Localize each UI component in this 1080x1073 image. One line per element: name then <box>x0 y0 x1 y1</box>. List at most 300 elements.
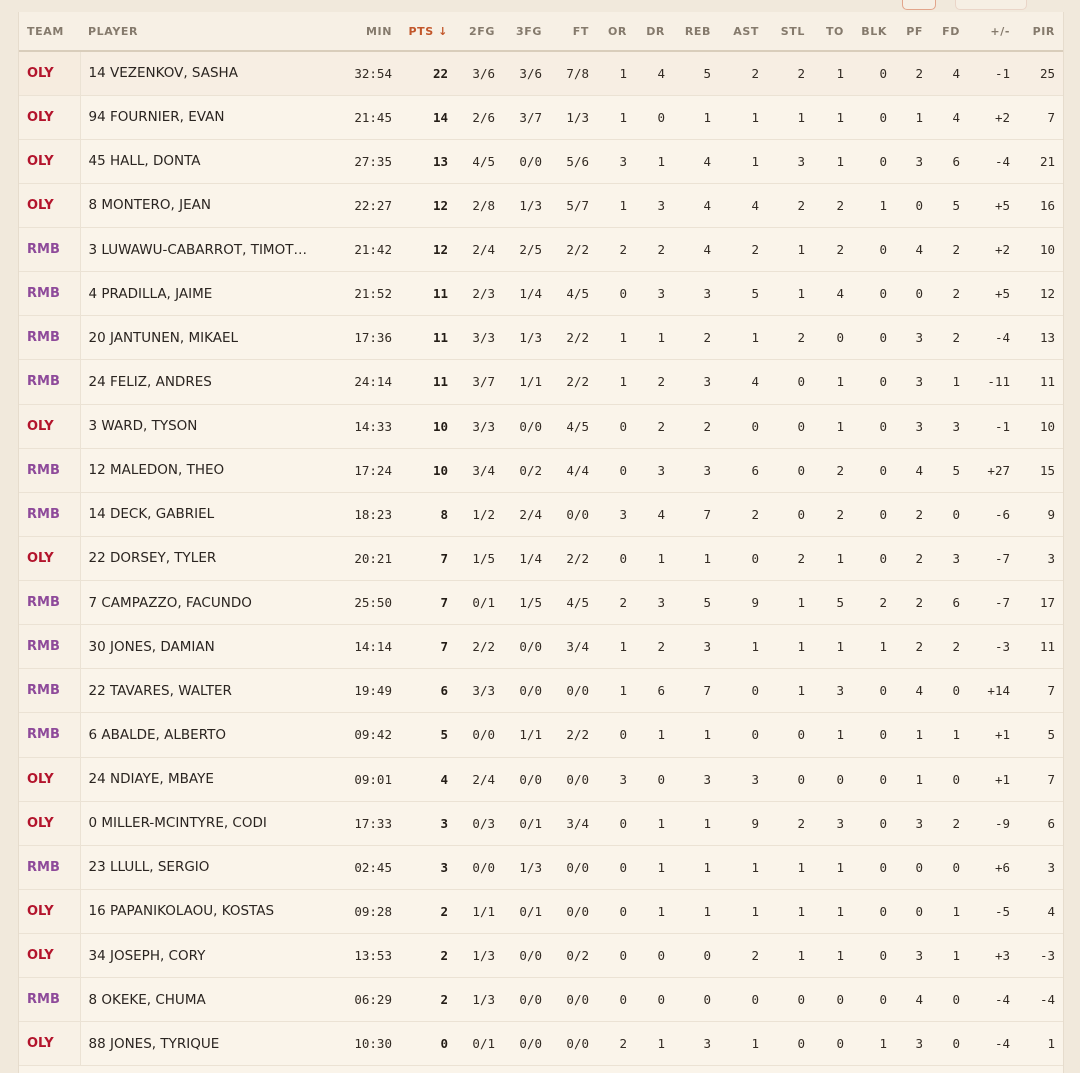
cell-fg3: 0/0 <box>503 1022 550 1066</box>
cell-team[interactable]: RMB <box>19 581 80 625</box>
cell-fd: 1 <box>931 934 968 978</box>
cell-pts: 2 <box>400 934 456 978</box>
cell-stl: 0 <box>767 360 813 404</box>
cell-dr: 2 <box>635 228 673 272</box>
cell-pf: 0 <box>895 183 931 227</box>
cell-dr: 3 <box>635 272 673 316</box>
cell-player[interactable]: 14 VEZENKOV, SASHA <box>80 51 326 95</box>
cell-or: 1 <box>597 183 635 227</box>
cell-blk: 0 <box>852 889 895 933</box>
cell-pir: -3 <box>1018 934 1063 978</box>
table-row[interactable] <box>19 934 1063 978</box>
cell-team[interactable]: OLY <box>19 536 80 580</box>
cell-player[interactable]: 0 MILLER-MCINTYRE, CODI <box>80 801 326 845</box>
table-row[interactable] <box>19 360 1063 404</box>
cell-team[interactable]: OLY <box>19 757 80 801</box>
cell-fg2: 3/3 <box>456 404 503 448</box>
column-header-min[interactable]: MIN <box>326 12 400 51</box>
table-row[interactable] <box>19 581 1063 625</box>
cell-reb: 4 <box>673 228 719 272</box>
cell-team[interactable]: RMB <box>19 669 80 713</box>
cell-pm: -11 <box>968 360 1018 404</box>
box-score-table <box>19 12 1063 1066</box>
cell-player[interactable]: 24 FELIZ, ANDRES <box>80 360 326 404</box>
cell-fd: 0 <box>931 1022 968 1066</box>
table-row[interactable] <box>19 845 1063 889</box>
cell-team[interactable]: RMB <box>19 272 80 316</box>
cell-reb: 4 <box>673 183 719 227</box>
column-header-team[interactable]: TEAM <box>19 12 80 51</box>
cell-to: 3 <box>813 669 852 713</box>
cell-player[interactable]: 23 LLULL, SERGIO <box>80 845 326 889</box>
cell-stl: 2 <box>767 183 813 227</box>
column-header-dr[interactable]: DR <box>635 12 673 51</box>
cell-to: 1 <box>813 889 852 933</box>
column-header-fg2[interactable]: 2FG <box>456 12 503 51</box>
cell-fg2: 0/1 <box>456 1022 503 1066</box>
cell-pf: 0 <box>895 272 931 316</box>
column-header-pm[interactable]: +/- <box>968 12 1018 51</box>
cell-player[interactable]: 8 MONTERO, JEAN <box>80 183 326 227</box>
cell-or: 3 <box>597 492 635 536</box>
cell-reb: 0 <box>673 934 719 978</box>
cell-pir: 17 <box>1018 581 1063 625</box>
cell-pir: 12 <box>1018 272 1063 316</box>
cell-dr: 1 <box>635 713 673 757</box>
cell-fd: 1 <box>931 889 968 933</box>
cell-stl: 3 <box>767 139 813 183</box>
cell-dr: 3 <box>635 183 673 227</box>
cell-blk: 0 <box>852 316 895 360</box>
cell-fd: 2 <box>931 272 968 316</box>
cell-pf: 4 <box>895 978 931 1022</box>
cell-stl: 1 <box>767 95 813 139</box>
table-row[interactable] <box>19 272 1063 316</box>
cell-blk: 0 <box>852 757 895 801</box>
cell-min: 22:27 <box>326 183 400 227</box>
cell-fd: 0 <box>931 845 968 889</box>
cell-fg2: 2/4 <box>456 757 503 801</box>
cell-pm: -4 <box>968 316 1018 360</box>
cell-pts: 3 <box>400 801 456 845</box>
cell-pf: 3 <box>895 139 931 183</box>
cell-reb: 7 <box>673 669 719 713</box>
cell-reb: 1 <box>673 713 719 757</box>
cell-fg3: 1/3 <box>503 183 550 227</box>
cell-reb: 3 <box>673 1022 719 1066</box>
cell-fd: 5 <box>931 183 968 227</box>
cell-ft: 0/0 <box>550 978 597 1022</box>
cell-fd: 4 <box>931 95 968 139</box>
cell-min: 13:53 <box>326 934 400 978</box>
cell-pts: 13 <box>400 139 456 183</box>
cell-ast: 1 <box>719 1022 767 1066</box>
cell-team[interactable]: OLY <box>19 139 80 183</box>
cell-stl: 0 <box>767 492 813 536</box>
cell-fd: 1 <box>931 360 968 404</box>
cell-pf: 4 <box>895 228 931 272</box>
cell-dr: 0 <box>635 934 673 978</box>
cell-pf: 0 <box>895 889 931 933</box>
cell-or: 0 <box>597 934 635 978</box>
column-header-blk[interactable]: BLK <box>852 12 895 51</box>
cell-player[interactable]: 22 DORSEY, TYLER <box>80 536 326 580</box>
cell-pm: +14 <box>968 669 1018 713</box>
cell-ft: 7/8 <box>550 51 597 95</box>
cell-stl: 2 <box>767 51 813 95</box>
cell-team[interactable]: RMB <box>19 316 80 360</box>
view-toggle[interactable] <box>955 0 1027 10</box>
cell-ft: 4/5 <box>550 581 597 625</box>
cell-team[interactable]: OLY <box>19 889 80 933</box>
cell-player[interactable]: 34 JOSEPH, CORY <box>80 934 326 978</box>
cell-ast: 0 <box>719 669 767 713</box>
cell-team[interactable]: OLY <box>19 1022 80 1066</box>
cell-team[interactable]: RMB <box>19 360 80 404</box>
cell-min: 17:24 <box>326 448 400 492</box>
column-header-fd[interactable]: FD <box>931 12 968 51</box>
cell-reb: 1 <box>673 801 719 845</box>
table-row[interactable] <box>19 95 1063 139</box>
cell-ft: 3/4 <box>550 801 597 845</box>
cell-pm: -7 <box>968 581 1018 625</box>
cell-team[interactable]: RMB <box>19 492 80 536</box>
cell-team[interactable]: RMB <box>19 713 80 757</box>
cell-fd: 2 <box>931 801 968 845</box>
cell-pm: -5 <box>968 889 1018 933</box>
cell-stl: 1 <box>767 889 813 933</box>
column-header-stl[interactable]: STL <box>767 12 813 51</box>
cell-pir: 10 <box>1018 404 1063 448</box>
cell-pm: -7 <box>968 536 1018 580</box>
cell-fg2: 2/4 <box>456 228 503 272</box>
cell-reb: 1 <box>673 95 719 139</box>
cell-pts: 11 <box>400 272 456 316</box>
cell-to: 2 <box>813 183 852 227</box>
cell-ft: 5/6 <box>550 139 597 183</box>
cell-ft: 0/0 <box>550 669 597 713</box>
table-row[interactable] <box>19 625 1063 669</box>
cell-to: 1 <box>813 95 852 139</box>
box-score-panel <box>18 12 1064 1073</box>
cell-fg2: 1/5 <box>456 536 503 580</box>
cell-pf: 3 <box>895 360 931 404</box>
cell-player[interactable]: 94 FOURNIER, EVAN <box>80 95 326 139</box>
column-header-fg3[interactable]: 3FG <box>503 12 550 51</box>
column-header-reb[interactable]: REB <box>673 12 719 51</box>
cell-min: 09:28 <box>326 889 400 933</box>
cell-fd: 2 <box>931 228 968 272</box>
cell-ast: 1 <box>719 625 767 669</box>
cell-ast: 6 <box>719 448 767 492</box>
column-header-pf[interactable]: PF <box>895 12 931 51</box>
cell-fg3: 2/4 <box>503 492 550 536</box>
cell-player[interactable]: 3 WARD, TYSON <box>80 404 326 448</box>
cell-pir: 13 <box>1018 316 1063 360</box>
cell-reb: 0 <box>673 978 719 1022</box>
table-row[interactable] <box>19 801 1063 845</box>
cell-dr: 2 <box>635 404 673 448</box>
table-row[interactable] <box>19 139 1063 183</box>
cell-dr: 2 <box>635 625 673 669</box>
cell-fg3: 0/0 <box>503 625 550 669</box>
cell-stl: 0 <box>767 713 813 757</box>
cell-player[interactable]: 4 PRADILLA, JAIME <box>80 272 326 316</box>
cell-to: 0 <box>813 316 852 360</box>
table-row[interactable] <box>19 713 1063 757</box>
cell-or: 1 <box>597 669 635 713</box>
cell-dr: 6 <box>635 669 673 713</box>
column-header-or[interactable]: OR <box>597 12 635 51</box>
cell-fd: 6 <box>931 139 968 183</box>
cell-ft: 3/4 <box>550 625 597 669</box>
cell-blk: 0 <box>852 51 895 95</box>
cell-ft: 0/0 <box>550 845 597 889</box>
cell-fg2: 3/3 <box>456 669 503 713</box>
cell-pts: 11 <box>400 316 456 360</box>
table-row[interactable] <box>19 448 1063 492</box>
cell-fg3: 0/0 <box>503 404 550 448</box>
cell-team[interactable]: OLY <box>19 51 80 95</box>
cell-pm: -4 <box>968 139 1018 183</box>
cell-pm: +27 <box>968 448 1018 492</box>
cell-fd: 0 <box>931 492 968 536</box>
cell-fg3: 1/1 <box>503 360 550 404</box>
cell-team[interactable]: OLY <box>19 934 80 978</box>
cell-pts: 12 <box>400 228 456 272</box>
cell-ft: 0/0 <box>550 757 597 801</box>
cell-team[interactable]: OLY <box>19 95 80 139</box>
cell-fd: 0 <box>931 757 968 801</box>
cell-pir: -4 <box>1018 978 1063 1022</box>
cell-pir: 21 <box>1018 139 1063 183</box>
cell-stl: 2 <box>767 536 813 580</box>
cell-ft: 0/2 <box>550 934 597 978</box>
cell-pts: 2 <box>400 889 456 933</box>
cell-min: 09:42 <box>326 713 400 757</box>
cell-min: 25:50 <box>326 581 400 625</box>
table-row[interactable] <box>19 183 1063 227</box>
cell-player[interactable]: 12 MALEDON, THEO <box>80 448 326 492</box>
cell-or: 1 <box>597 316 635 360</box>
cell-dr: 4 <box>635 492 673 536</box>
cell-stl: 2 <box>767 316 813 360</box>
column-header-to[interactable]: TO <box>813 12 852 51</box>
cell-pir: 16 <box>1018 183 1063 227</box>
cell-fd: 1 <box>931 713 968 757</box>
cell-pm: +5 <box>968 183 1018 227</box>
cell-dr: 2 <box>635 360 673 404</box>
cell-min: 27:35 <box>326 139 400 183</box>
cell-pm: -4 <box>968 978 1018 1022</box>
cell-to: 2 <box>813 492 852 536</box>
cell-reb: 2 <box>673 316 719 360</box>
cell-pm: -6 <box>968 492 1018 536</box>
cell-fg3: 2/5 <box>503 228 550 272</box>
filter-button[interactable] <box>902 0 936 10</box>
cell-team[interactable]: OLY <box>19 183 80 227</box>
cell-player[interactable]: 7 CAMPAZZO, FACUNDO <box>80 581 326 625</box>
table-row[interactable] <box>19 492 1063 536</box>
cell-pir: 3 <box>1018 536 1063 580</box>
cell-fg3: 0/0 <box>503 139 550 183</box>
cell-reb: 5 <box>673 581 719 625</box>
cell-player[interactable]: 30 JONES, DAMIAN <box>80 625 326 669</box>
cell-fg3: 1/1 <box>503 713 550 757</box>
cell-pm: -9 <box>968 801 1018 845</box>
cell-pf: 3 <box>895 316 931 360</box>
cell-ast: 1 <box>719 845 767 889</box>
cell-fg3: 1/5 <box>503 581 550 625</box>
cell-pts: 5 <box>400 713 456 757</box>
cell-min: 10:30 <box>326 1022 400 1066</box>
cell-or: 0 <box>597 801 635 845</box>
cell-pts: 11 <box>400 360 456 404</box>
cell-fg3: 1/4 <box>503 272 550 316</box>
table-row[interactable] <box>19 669 1063 713</box>
cell-fg3: 0/0 <box>503 978 550 1022</box>
column-header-ast[interactable]: AST <box>719 12 767 51</box>
cell-fd: 0 <box>931 669 968 713</box>
cell-blk: 1 <box>852 1022 895 1066</box>
cell-fd: 2 <box>931 625 968 669</box>
cell-to: 0 <box>813 1022 852 1066</box>
cell-ft: 2/2 <box>550 360 597 404</box>
cell-fg2: 1/3 <box>456 934 503 978</box>
cell-blk: 0 <box>852 272 895 316</box>
cell-fg2: 3/4 <box>456 448 503 492</box>
cell-min: 21:42 <box>326 228 400 272</box>
table-row[interactable] <box>19 316 1063 360</box>
cell-pts: 0 <box>400 1022 456 1066</box>
cell-player[interactable]: 45 HALL, DONTA <box>80 139 326 183</box>
cell-pm: +2 <box>968 228 1018 272</box>
table-row[interactable] <box>19 978 1063 1022</box>
cell-player[interactable]: 14 DECK, GABRIEL <box>80 492 326 536</box>
cell-team[interactable]: OLY <box>19 404 80 448</box>
cell-or: 1 <box>597 51 635 95</box>
cell-stl: 2 <box>767 801 813 845</box>
cell-player[interactable]: 20 JANTUNEN, MIKAEL <box>80 316 326 360</box>
table-row[interactable] <box>19 404 1063 448</box>
table-row[interactable] <box>19 889 1063 933</box>
cell-fg3: 1/3 <box>503 845 550 889</box>
cell-fg3: 0/2 <box>503 448 550 492</box>
cell-ast: 1 <box>719 139 767 183</box>
column-header-ft[interactable]: FT <box>550 12 597 51</box>
cell-fg3: 1/3 <box>503 316 550 360</box>
cell-stl: 1 <box>767 228 813 272</box>
cell-player[interactable]: 8 OKEKE, CHUMA <box>80 978 326 1022</box>
cell-ft: 2/2 <box>550 316 597 360</box>
cell-fg3: 0/0 <box>503 669 550 713</box>
cell-team[interactable]: RMB <box>19 228 80 272</box>
cell-reb: 3 <box>673 448 719 492</box>
cell-blk: 0 <box>852 536 895 580</box>
cell-player[interactable]: 22 TAVARES, WALTER <box>80 669 326 713</box>
column-header-player[interactable]: PLAYER <box>80 12 326 51</box>
cell-team[interactable]: RMB <box>19 448 80 492</box>
cell-or: 0 <box>597 889 635 933</box>
cell-blk: 0 <box>852 448 895 492</box>
table-row[interactable] <box>19 757 1063 801</box>
cell-ft: 4/5 <box>550 272 597 316</box>
cell-min: 19:49 <box>326 669 400 713</box>
cell-player[interactable]: 24 NDIAYE, MBAYE <box>80 757 326 801</box>
cell-pts: 3 <box>400 845 456 889</box>
column-header-pir[interactable]: PIR <box>1018 12 1063 51</box>
cell-dr: 1 <box>635 889 673 933</box>
cell-pts: 10 <box>400 404 456 448</box>
cell-blk: 2 <box>852 581 895 625</box>
cell-pm: +1 <box>968 713 1018 757</box>
cell-fg3: 0/1 <box>503 801 550 845</box>
cell-fg3: 0/0 <box>503 934 550 978</box>
table-body <box>19 51 1063 1066</box>
cell-stl: 1 <box>767 669 813 713</box>
cell-or: 1 <box>597 360 635 404</box>
cell-team[interactable]: OLY <box>19 801 80 845</box>
cell-min: 02:45 <box>326 845 400 889</box>
cell-team[interactable]: RMB <box>19 625 80 669</box>
table-row[interactable] <box>19 1022 1063 1066</box>
cell-blk: 0 <box>852 360 895 404</box>
cell-or: 2 <box>597 228 635 272</box>
cell-reb: 3 <box>673 360 719 404</box>
cell-ast: 3 <box>719 757 767 801</box>
cell-or: 0 <box>597 272 635 316</box>
cell-team[interactable]: RMB <box>19 845 80 889</box>
cell-pir: 3 <box>1018 845 1063 889</box>
cell-pts: 2 <box>400 978 456 1022</box>
cell-fg2: 2/8 <box>456 183 503 227</box>
cell-pts: 7 <box>400 536 456 580</box>
cell-fg2: 2/2 <box>456 625 503 669</box>
cell-team[interactable]: RMB <box>19 978 80 1022</box>
cell-to: 2 <box>813 228 852 272</box>
cell-pir: 15 <box>1018 448 1063 492</box>
column-header-pts[interactable]: PTS ↓ <box>400 12 456 51</box>
cell-pir: 6 <box>1018 801 1063 845</box>
table-row[interactable] <box>19 51 1063 95</box>
cell-pf: 2 <box>895 625 931 669</box>
cell-player[interactable]: 6 ABALDE, ALBERTO <box>80 713 326 757</box>
cell-player[interactable]: 3 LUWAWU-CABARROT, TIMOT… <box>80 228 326 272</box>
cell-stl: 1 <box>767 625 813 669</box>
cell-blk: 0 <box>852 713 895 757</box>
cell-blk: 0 <box>852 669 895 713</box>
cell-reb: 7 <box>673 492 719 536</box>
cell-ft: 0/0 <box>550 889 597 933</box>
cell-to: 1 <box>813 536 852 580</box>
cell-reb: 3 <box>673 272 719 316</box>
cell-min: 17:36 <box>326 316 400 360</box>
cell-player[interactable]: 88 JONES, TYRIQUE <box>80 1022 326 1066</box>
cell-fg2: 0/1 <box>456 581 503 625</box>
cell-reb: 4 <box>673 139 719 183</box>
cell-player[interactable]: 16 PAPANIKOLAOU, KOSTAS <box>80 889 326 933</box>
cell-pir: 10 <box>1018 228 1063 272</box>
cell-pf: 3 <box>895 1022 931 1066</box>
cell-pts: 10 <box>400 448 456 492</box>
cell-or: 0 <box>597 978 635 1022</box>
table-row[interactable] <box>19 536 1063 580</box>
table-row[interactable] <box>19 228 1063 272</box>
cell-or: 0 <box>597 713 635 757</box>
cell-ast: 0 <box>719 713 767 757</box>
cell-blk: 0 <box>852 95 895 139</box>
cell-blk: 0 <box>852 228 895 272</box>
